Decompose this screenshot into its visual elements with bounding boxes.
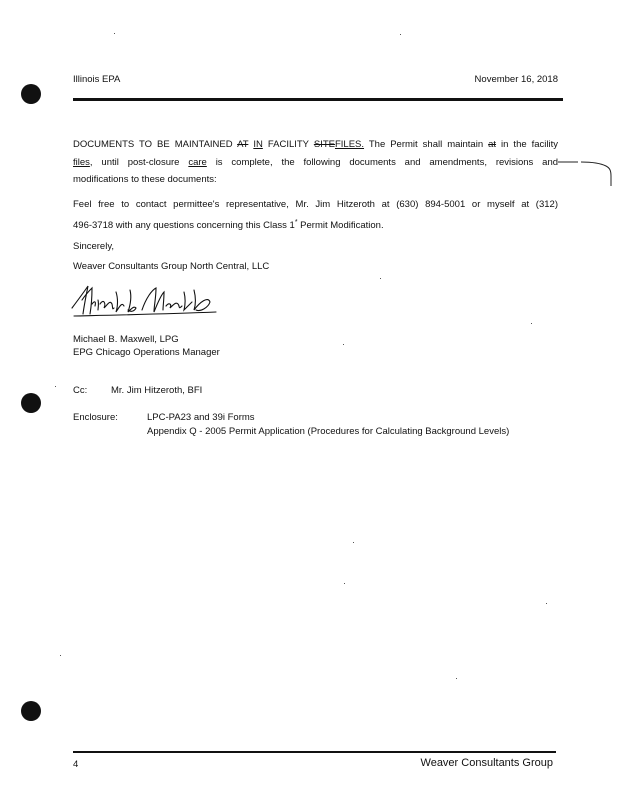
section-heading: DOCUMENTS TO BE MAINTAINED <box>73 139 233 150</box>
footer-company: Weaver Consultants Group <box>420 757 553 769</box>
binder-hole-middle <box>21 393 41 413</box>
inserted-text: care <box>188 157 207 168</box>
scan-speck <box>531 323 532 324</box>
body-text: , until post-closure <box>89 157 180 168</box>
enclosure-label: Enclosure: <box>73 412 118 423</box>
paragraph-contact-line-2 <box>73 216 384 232</box>
scan-speck <box>114 33 115 34</box>
struck-text: AT <box>237 139 249 150</box>
paragraph-documents-line-3: modifications to these documents: <box>73 174 217 185</box>
header-recipient: Illinois EPA <box>73 74 121 85</box>
body-text: in the facility <box>501 139 559 150</box>
struck-text: at <box>488 139 497 150</box>
revision-mark-line <box>556 156 616 190</box>
scan-speck <box>353 542 354 543</box>
company-name: Weaver Consultants Group North Central, LLC <box>73 261 270 272</box>
scan-speck <box>343 344 344 345</box>
heading-facility: FACILITY <box>267 139 309 150</box>
scan-speck <box>55 386 56 387</box>
page-number: 4 <box>73 759 79 770</box>
contact-text: 496-3718 with any questions concerning this Class 1 <box>73 220 295 232</box>
inserted-text: IN <box>253 139 263 150</box>
binder-hole-bottom <box>21 701 41 721</box>
paragraph-documents-line-2 <box>73 156 558 169</box>
header-date: November 16, 2018 <box>474 74 558 85</box>
closing: Sincerely, <box>73 241 115 252</box>
binder-hole-top <box>21 84 41 104</box>
body-text: is complete, the following documents and amendments, revisions and <box>215 157 559 168</box>
scan-speck <box>344 583 345 584</box>
struck-text: SITE <box>313 139 335 150</box>
body-text: The Permit shall maintain <box>368 139 484 150</box>
scan-speck <box>456 678 457 679</box>
signer-title: EPG Chicago Operations Manager <box>73 347 220 358</box>
inserted-text: FILES. <box>334 139 365 150</box>
scan-speck <box>60 655 61 656</box>
inserted-text: files <box>73 157 90 168</box>
enclosure-item: Appendix Q - 2005 Permit Application (Procedures for Calculating Background Levels) <box>147 426 510 437</box>
paragraph-contact-line-1: Feel free to contact permittee's representative, Mr. Jim Hitzeroth at (630) 894-5001 or myself at (312) <box>73 199 558 210</box>
contact-text-end: Permit Modification. <box>297 220 384 232</box>
scan-speck <box>546 603 547 604</box>
header-rule <box>73 98 563 101</box>
enclosure-item: LPC-PA23 and 39i Forms <box>147 412 255 423</box>
scan-speck <box>400 34 401 35</box>
footer-rule <box>73 751 556 753</box>
handwritten-signature <box>68 282 218 324</box>
cc-label: Cc: <box>73 385 88 396</box>
scan-speck <box>380 278 381 279</box>
cc-recipient: Mr. Jim Hitzeroth, BFI <box>111 385 203 396</box>
paragraph-documents-line-1 <box>73 138 558 151</box>
signer-name: Michael B. Maxwell, LPG <box>73 334 179 345</box>
class-superscript: * <box>294 219 298 226</box>
